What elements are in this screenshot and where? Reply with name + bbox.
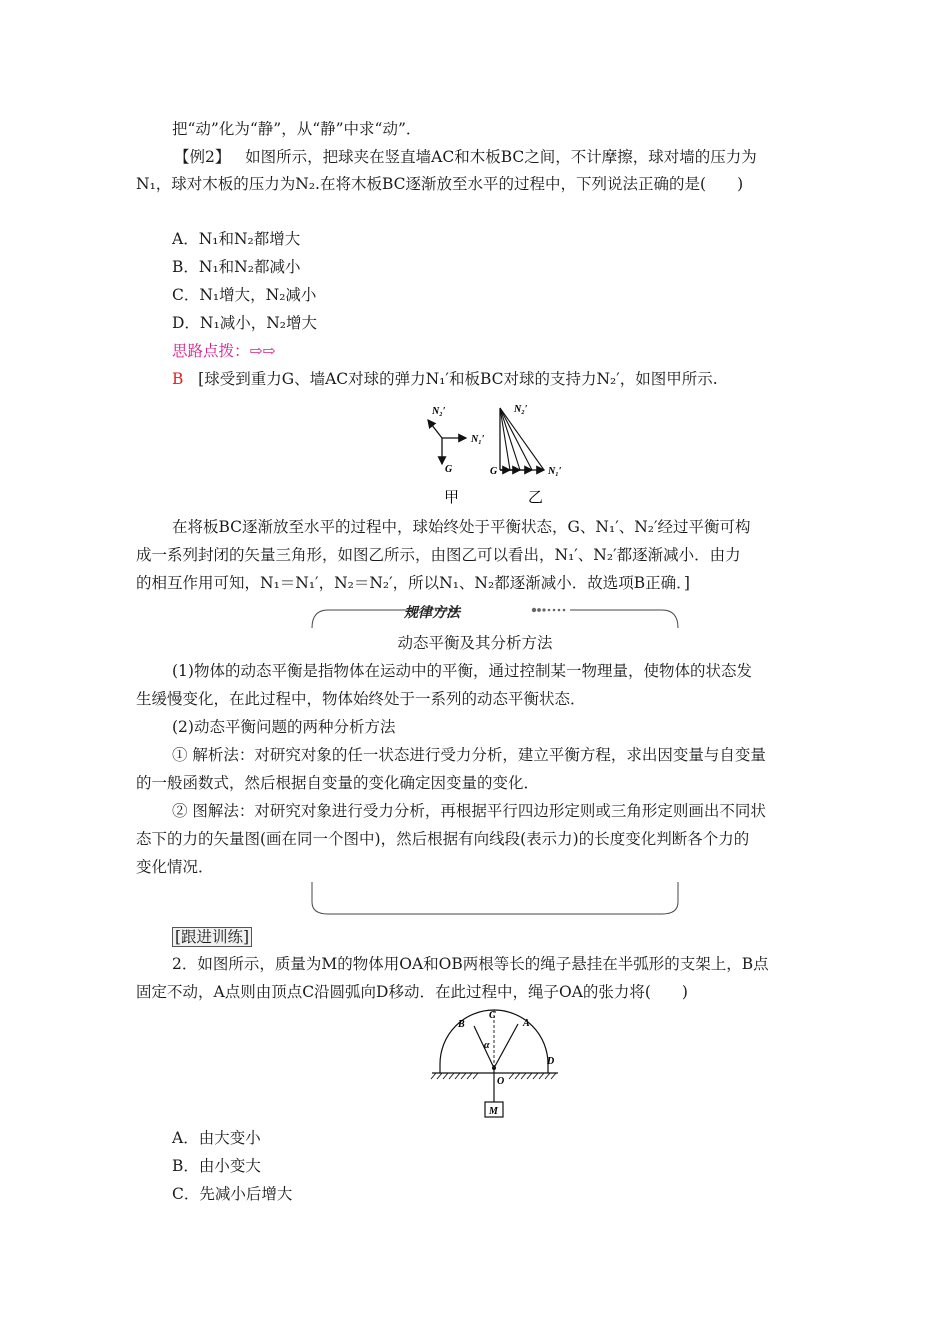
method-p3a: ① 解析法：对研究对象的任一状态进行受力分析，建立平衡方程，求出因变量与自变量	[172, 746, 766, 764]
label-g-yi: G	[490, 466, 498, 477]
explain-line4: 的相互作用可知，N₁＝N₁′，N₂＝N₂′，所以N₁、N₂都逐渐减小．故选项B正确．]	[136, 574, 690, 592]
method-header: 规律方法	[404, 605, 460, 621]
method-box-bottom	[308, 880, 682, 918]
method-box-top	[308, 600, 682, 630]
training-option-b: B．由小变大	[172, 1157, 261, 1175]
label-n2-jia: N₂′	[432, 406, 446, 417]
example-question-text: 如图所示，把球夹在竖直墙AC和木板BC之间，不计摩擦，球对墙的压力为	[245, 148, 757, 166]
training-question-line2: 固定不动，A点则由顶点C沿圆弧向D移动．在此过程中，绳子OA的张力将( )	[136, 983, 688, 1001]
training-question-line1: 2．如图所示，质量为M的物体用OA和OB两根等长的绳子悬挂在半弧形的支架上，B点	[172, 955, 769, 973]
method-p4c: 变化情况．	[136, 858, 214, 876]
option-c: C．N₁增大，N₂减小	[172, 286, 317, 304]
answer-line	[172, 368, 718, 390]
training-label-wrap	[172, 926, 252, 948]
label-d: D	[547, 1056, 555, 1067]
support-diagram	[428, 1006, 564, 1124]
force-diagram	[420, 398, 580, 506]
intro-line: 把“动”化为“静”，从“静”中求“动”．	[172, 120, 422, 138]
training-option-a: A．由大变小	[172, 1129, 261, 1147]
label-b: B	[458, 1019, 465, 1030]
answer-letter: B	[172, 370, 184, 388]
label-alpha: α	[484, 1040, 490, 1051]
label-m: M	[489, 1106, 498, 1117]
label-g-jia: G	[445, 464, 453, 475]
label-c: C	[489, 1010, 496, 1021]
label-a: A	[523, 1018, 530, 1029]
explain-line1: [球受到重力G、墙AC对球的弹力N₁′和板BC对球的支持力N₂′，如图甲所示.	[198, 370, 718, 388]
example-question-line2: N₁，球对木板的压力为N₂.在将木板BC逐渐放至水平的过程中，下列说法正确的是( )	[136, 175, 744, 193]
method-p1a: (1)物体的动态平衡是指物体在运动中的平衡，通过控制某一物理量，使物体的状态发	[172, 662, 752, 680]
option-a: A．N₁和N₂都增大	[172, 230, 301, 248]
method-p4a: ② 图解法：对研究对象进行受力分析，再根据平行四边形定则或三角形定则画出不同状	[172, 802, 766, 820]
option-d: D．N₁减小，N₂增大	[172, 314, 317, 332]
label-n1-yi: N₁′	[548, 466, 562, 477]
method-p4b: 态下的力的矢量图(画在同一个图中)，然后根据有向线段(表示力)的长度变化判断各个力的	[136, 830, 750, 848]
training-option-c: C．先减小后增大	[172, 1185, 293, 1203]
example-question-line1	[174, 146, 757, 168]
method-p1b: 生缓慢变化，在此过程中，物体始终处于一系列的动态平衡状态．	[136, 690, 586, 708]
caption-jia: 甲	[444, 490, 460, 506]
label-o: O	[497, 1076, 505, 1087]
label-n1-jia: N₁′	[471, 434, 485, 445]
label-n2-yi: N₂′	[514, 404, 528, 415]
example-tag: 【例2】	[174, 148, 231, 166]
explain-line3: 成一系列封闭的矢量三角形，如图乙所示，由图乙可以看出，N₁′、N₂′都逐渐减小．由力	[136, 546, 741, 564]
caption-yi: 乙	[528, 490, 544, 506]
option-b: B．N₁和N₂都减小	[172, 258, 301, 276]
training-label: [跟进训练]	[172, 927, 252, 947]
method-title: 动态平衡及其分析方法	[397, 634, 553, 652]
hint-label: 思路点拨：⇨⇨	[172, 342, 276, 360]
method-p3b: 的一般函数式，然后根据自变量的变化确定因变量的变化．	[136, 774, 540, 792]
explain-line2: 在将板BC逐渐放至水平的过程中，球始终处于平衡状态，G、N₁′、N₂′经过平衡可构	[172, 518, 751, 536]
method-p2: (2)动态平衡问题的两种分析方法	[172, 718, 396, 736]
